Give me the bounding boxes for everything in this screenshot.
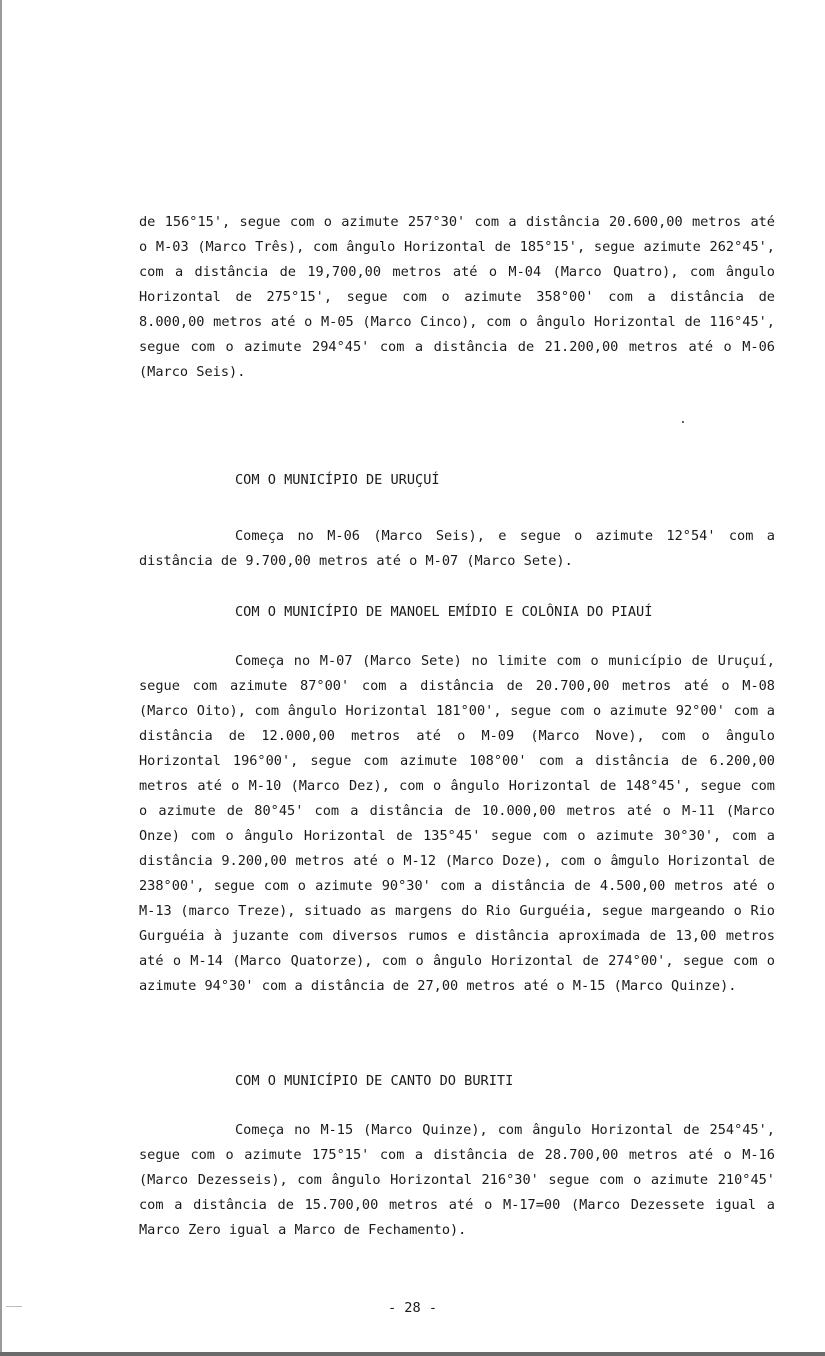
page-bottom-edge	[0, 1352, 825, 1356]
page-number: - 28 -	[387, 1300, 438, 1316]
paragraph-text: Começa no M-07 (Marco Sete) no limite com o município de Uruçuí, segue com azimute 87°00' com a distância de 20.700,00 metros até o M-08 (Marco Oito), com ângulo Horizontal 181°00', segue com o azimute 92°00' com a distância de 12.000,00 metros até o M-09 (Marco Nove), com o ângulo Horizontal 196°00', segue com azimute 108°00' com a distância de 6.200,00 metros até o M-10 (Marco Dez), com o ângulo Horizontal de 148°45', segue com o azimute de 80°45' com a distância de 10.000,00 metros até o M-11 (Marco Onze) com o ângulo Horizontal de 135°45' segue com o azimute 30°30', com a distância 9.200,00 metros até o M-12 (Marco Doze), com o âmgulo Horizontal de 238°00', segue com o azimute 90°30' com a distância de 4.500,00 metros até o M-13 (marco Treze), situado as margens do Rio Gurguéia, segue margeando o Rio Gurguéia à juzante com diversos rumos e distância aproximada de 13,00 metros até o M-14 (Marco Quatorze), com o ângulo Horizontal de 274°00', segue com o azimute 94°30' com a distância de 27,00 metros até o M-15 (Marco Quinze).	[139, 653, 775, 994]
boundary-paragraph-4	[139, 1118, 775, 1243]
section-heading-canto-do-buriti: COM O MUNICÍPIO DE CANTO DO BURITI	[235, 1073, 514, 1089]
boundary-paragraph-3	[139, 649, 775, 999]
paragraph-text: Começa no M-06 (Marco Seis), e segue o azimute 12°54' com a distância de 9.700,00 metros até o M-07 (Marco Sete).	[139, 528, 775, 569]
paragraph-text: de 156°15', segue com o azimute 257°30' com a distância 20.600,00 metros até o M-03 (Marco Três), com ângulo Horizontal de 185°15', segue azimute 262°45', com a distância de 19,700,00 metros até o M-04 (Marco Quatro), com ângulo Horizontal de 275°15', segue com o azimute 358°00' com a distância de 8.000,00 metros até o M-05 (Marco Cinco), com o ângulo Horizontal de 116°45', segue com o azimute 294°45' com a distância de 21.200,00 metros até o M-06 (Marco Seis).	[139, 214, 775, 380]
boundary-paragraph-1	[139, 210, 775, 385]
boundary-paragraph-2	[139, 524, 775, 574]
scan-speck	[682, 421, 684, 423]
page-left-edge	[0, 0, 2, 1356]
paragraph-text: Começa no M-15 (Marco Quinze), com ângulo Horizontal de 254°45', segue com o azimute 175°15' com a distância de 28.700,00 metros até o M-16 (Marco Dezesseis), com ângulo Horizontal 216°30' segue com o azimute 210°45' com a distância de 15.700,00 metros até o M-17=00 (Marco Dezessete igual a Marco Zero igual a Marco de Fechamento).	[139, 1122, 775, 1238]
section-heading-urucui: COM O MUNICÍPIO DE URUÇUÍ	[235, 472, 440, 488]
section-heading-manoel-emidio: COM O MUNICÍPIO DE MANOEL EMÍDIO E COLÔNIA DO PIAUÍ	[235, 604, 653, 620]
